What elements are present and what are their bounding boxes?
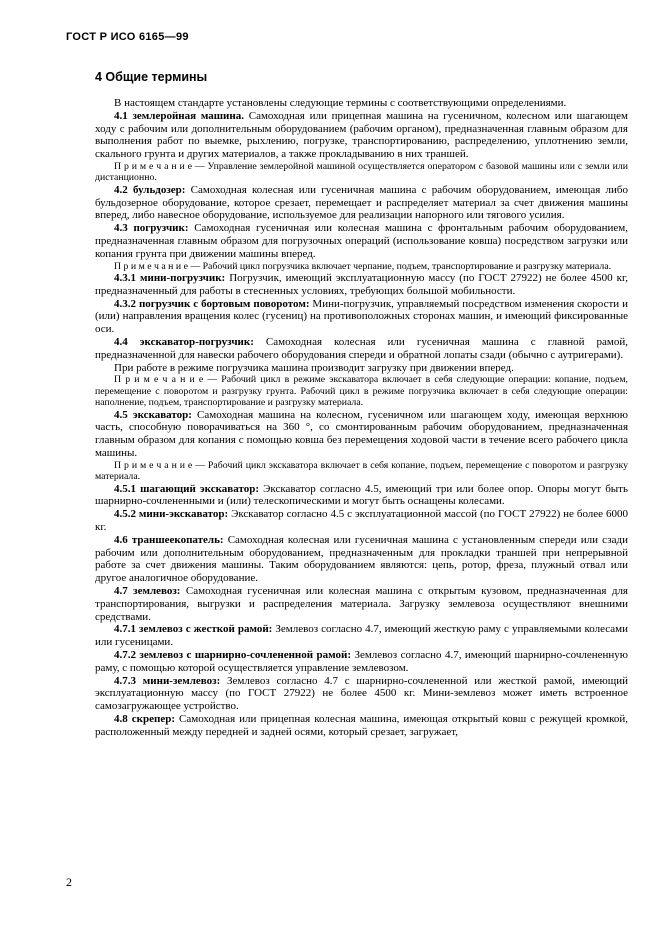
term-label: 4.6 траншеекопатель:: [114, 533, 224, 546]
note-paragraph: П р и м е ч а н и е — Управление землеройной машиной осуществляется оператором с базовой машины или с земли или дистанционно.: [95, 160, 628, 184]
term-label: 4.7.2 землевоз с шарнирно-сочлененной рамой:: [114, 648, 352, 661]
term-paragraph: 4.7.3 мини-землевоз: Землевоз согласно 4.7 с шарнирно-сочлененной или жесткой рамой, имеющий эксплуатационную массу (по ГОСТ 27922) не более 4500 кг. Мини-землевоз может иметь встроенное самозагружающее устройство.: [95, 674, 629, 713]
term-label: 4.2 бульдозер:: [114, 183, 186, 196]
term-label: 4.3 погрузчик:: [114, 222, 189, 235]
note-paragraph: П р и м е ч а н и е — Рабочий цикл в режиме экскаватора включает в себя следующие операции: копание, подъем, перемещение с поворотом и разгрузку грунта. Рабочий цикл в режиме погрузчика включает в себя следующие операции: наполнение, подъем, транспортирование и разгрузку материала.: [95, 374, 628, 409]
document-body: [95, 70, 628, 739]
document-designation: ГОСТ Р ИСО 6165—99: [66, 31, 189, 43]
term-label: 4.7 землевоз:: [114, 584, 181, 597]
term-label: 4.7.3 мини-землевоз:: [114, 674, 221, 687]
term-paragraph: 4.5.2 мини-экскаватор: Экскаватор согласно 4.5 с эксплуатационной массой (по ГОСТ 27922) не более 6000 кг.: [95, 508, 628, 533]
term-label: 4.3.1 мини-погрузчик:: [114, 271, 226, 284]
term-paragraph: 4.7 землевоз: Самоходная гусеничная или колесная машина с открытым кузовом, предназначенная для транспортирования, выгрузки и распределения материала. Загрузку землевоза осуществляют внешними средствами.: [95, 584, 628, 623]
term-paragraph: 4.3.2 погрузчик с бортовым поворотом: Мини-погрузчик, управляемый посредством изменения скорости и (или) направления вращения колес (гусениц) на противоположных сторонах машин, и имеющий фиксированные оси.: [95, 297, 628, 336]
term-label: 4.7.1 землевоз с жесткой рамой:: [114, 623, 273, 636]
term-label: 4.3.2 погрузчик с бортовым поворотом:: [114, 297, 310, 310]
term-label: 4.5.2 мини-экскаватор:: [114, 508, 229, 521]
term-label: 4.4 экскаватор-погрузчик:: [114, 335, 254, 348]
section-title: 4 Общие термины: [95, 70, 208, 84]
term-label: 4.5 экскаватор:: [114, 408, 192, 421]
term-paragraph: 4.2 бульдозер: Самоходная колесная или гусеничная машина с рабочим оборудованием, имеющая либо бульдозерное оборудование, которое срезает, перемещает и распределяет материал за счет движения машины вперед, либо навесное оборудование, используемое для реализации напорного или тягового усилия.: [95, 183, 628, 222]
term-paragraph: 4.8 скрепер: Самоходная или прицепная колесная машина, имеющая открытый ковш с режущей кромкой, расположенный между передней и задней осями, который срезает, загружает,: [95, 712, 628, 738]
term-paragraph: 4.4 экскаватор-погрузчик: Самоходная колесная или гусеничная машина с главной рамой, предназначенной для навески рабочего оборудования спереди и обратной лопаты сзади (обычно с аутригерами).: [95, 335, 628, 361]
term-paragraph: 4.7.2 землевоз с шарнирно-сочлененной рамой: Землевоз согласно 4.7, имеющий шарнирно-сочлененную раму, с помощью которой осуществляется управление землевозом.: [95, 648, 628, 674]
term-label: 4.1 землеройная машина.: [114, 109, 244, 122]
term-label: 4.5.1 шагающий экскаватор:: [114, 482, 259, 495]
page-number: 2: [66, 875, 72, 889]
paragraph-list: [95, 97, 628, 739]
body-paragraph: В настоящем стандарте установлены следующие термины с соответствующими определениями.: [114, 97, 567, 109]
note-paragraph: П р и м е ч а н и е — Рабочий цикл погрузчика включает черпание, подъем, транспортирование и разгрузку материала.: [114, 260, 612, 272]
term-paragraph: 4.7.1 землевоз с жесткой рамой: Землевоз согласно 4.7, имеющий жесткую раму с управляемыми колесами или гусеницами.: [95, 623, 628, 649]
term-label: 4.8 скрепер:: [114, 712, 175, 725]
term-paragraph: 4.1 землеройная машина. Самоходная или прицепная машина на гусеничном, колесном или шагающем ходу с рабочим или дополнительным оборудованием (рабочим органом), предназначенная главным образом для выполнения работ по выемке, рыхлению, погрузке, транспортированию, распределению, уплотнению земли, скального грунта и других материалов, а также прокладыванию в них траншей.: [95, 109, 628, 161]
term-paragraph: 4.3.1 мини-погрузчик: Погрузчик, имеющий эксплуатационную массу (по ГОСТ 27922) не более 4500 кг, предназначенный для работы в стесненных условиях, требующих большой мобильности.: [95, 271, 628, 297]
term-paragraph: 4.6 траншеекопатель: Самоходная колесная или гусеничная машина с установленным спереди или сзади рабочим или дополнительным оборудованием, предназначенным для прокладки траншей при непрерывной работе за счет движения машины. Таким оборудованием являются: цепь, ротор, фреза, плужный отвал или другое аналогичное оборудование.: [95, 533, 628, 585]
term-paragraph: 4.3 погрузчик: Самоходная гусеничная или колесная машина с фронтальным рабочим оборудованием, предназначенная главным образом для погрузочных операций (использование ковша) посредством загрузки или копания грунта при движении машины вперед.: [95, 222, 628, 260]
body-paragraph: При работе в режиме погрузчика машина производит загрузку при движении вперед.: [114, 361, 514, 374]
note-paragraph: П р и м е ч а н и е — Рабочий цикл экскаватора включает в себя копание, подъем, перемещение с поворотом и разгрузку материала.: [95, 459, 628, 483]
term-paragraph: 4.5.1 шагающий экскаватор: Экскаватор согласно 4.5, имеющий три или более опор. Опоры могут быть шарнирно-сочлененными и (или) телескопическими и могут быть оснащены колесами.: [95, 482, 629, 508]
term-paragraph: 4.5 экскаватор: Самоходная машина на колесном, гусеничном или шагающем ходу, имеющая верхнюю часть, способную поворачиваться на 360 °, со смонтированным рабочим оборудованием, предназначенная главным образом для копания с помощью ковша без перемещения ходовой части в течение всего рабочего цикла машины.: [95, 408, 628, 459]
